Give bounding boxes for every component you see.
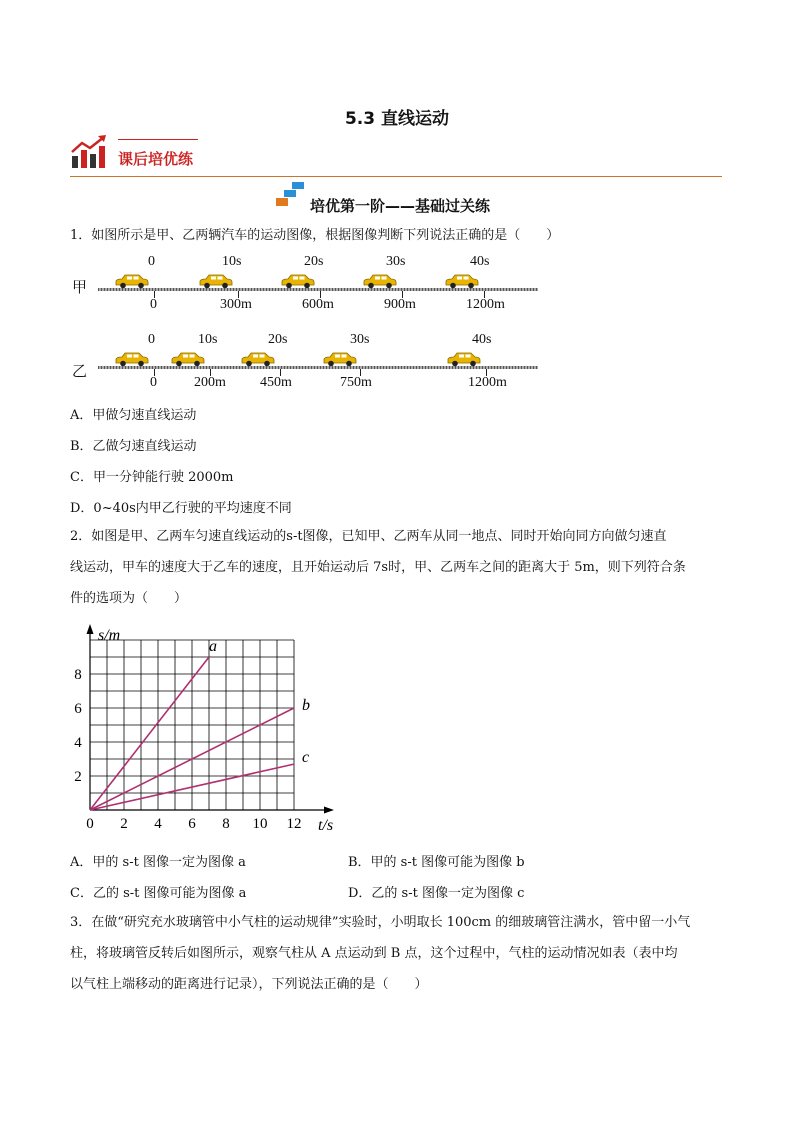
jia-time-label: 10s <box>222 254 242 269</box>
series-label-b: b <box>302 697 310 714</box>
jia-distance-label: 0 <box>150 297 157 312</box>
yi-time-label: 40s <box>472 332 492 347</box>
section-top-rule <box>118 139 198 140</box>
jia-distance-label: 300m <box>220 297 252 312</box>
jia-time-label: 0 <box>148 254 155 269</box>
x-axis-arrow <box>324 807 334 814</box>
y-tick-label: 4 <box>74 735 82 751</box>
row-jia-label: 甲 <box>72 280 88 296</box>
jia-car-0 <box>114 273 150 289</box>
yi-car-4 <box>446 351 482 367</box>
q1-option-d[interactable]: D．0~40s内甲乙行驶的平均速度不同 <box>70 501 292 516</box>
yi-time-label: 20s <box>268 332 288 347</box>
q3-stem-line1: 3．在做“研究充水玻璃管中小气柱的运动规律”实验时，小明取长 100cm 的细玻璃管注满水，管中留一小气 <box>70 915 691 930</box>
jia-distance-label: 600m <box>302 297 334 312</box>
q1-option-c[interactable]: C．甲一分钟能行驶 2000m <box>70 470 234 485</box>
jia-distance-label: 900m <box>384 297 416 312</box>
yi-car-1 <box>170 351 206 367</box>
jia-time-label: 20s <box>304 254 324 269</box>
yi-distance-label: 0 <box>150 375 157 390</box>
x-tick-label: 6 <box>188 816 196 832</box>
jia-distance-label: 1200m <box>466 297 505 312</box>
yi-distance-label: 450m <box>260 375 292 390</box>
row-yi-label: 乙 <box>72 364 88 380</box>
series-label-c: c <box>302 749 310 767</box>
yi-car-2 <box>240 351 276 367</box>
q3-stem-line3: 以气柱上端移动的距离进行记录），下列说法正确的是（ ） <box>70 977 428 992</box>
yi-time-label: 30s <box>350 332 370 347</box>
chart-growth-icon <box>70 134 110 170</box>
q1-option-b[interactable]: B．乙做匀速直线运动 <box>70 439 197 454</box>
q2-option-b[interactable]: B．甲的 s-t 图像可能为图像 b <box>348 855 525 870</box>
y-tick-label: 2 <box>74 769 82 785</box>
q2-stem-line1: 2．如图是甲、乙两车匀速直线运动的s-t图像，已知甲、乙两车从同一地点、同时开始向同方向做匀速直 <box>70 529 667 544</box>
x-tick-label: 12 <box>286 816 302 832</box>
q2-option-a[interactable]: A．甲的 s-t 图像一定为图像 a <box>70 855 246 870</box>
q2-option-d[interactable]: D．乙的 s-t 图像一定为图像 c <box>348 886 525 901</box>
q2-stem-line2: 线运动，甲车的速度大于乙车的速度，且开始运动后 7s时，甲、乙两车之间的距离大于 5m，则下列符合条 <box>70 560 686 575</box>
x-tick-label: 2 <box>120 816 128 832</box>
jia-car-2 <box>280 273 316 289</box>
q1-diagram <box>70 250 530 400</box>
x-axis-label: t/s <box>318 817 334 834</box>
page-title: 5.3 直线运动 <box>344 109 450 129</box>
sub-title: 培优第一阶——基础过关练 <box>310 197 491 215</box>
yi-distance-label: 200m <box>194 375 226 390</box>
section-divider <box>70 176 722 177</box>
section-label: 课后培优练 <box>118 150 194 168</box>
y-tick-label: 6 <box>74 701 82 717</box>
q2-option-c[interactable]: C．乙的 s-t 图像可能为图像 a <box>70 886 247 901</box>
yi-distance-label: 750m <box>340 375 372 390</box>
x-tick-label: 4 <box>154 816 162 832</box>
y-axis-arrow <box>87 624 94 634</box>
yi-car-0 <box>114 351 150 367</box>
jia-time-label: 30s <box>386 254 406 269</box>
jia-car-4 <box>444 273 480 289</box>
x-tick-label: 8 <box>222 816 230 832</box>
yi-time-label: 10s <box>198 332 218 347</box>
y-axis-label: s/m <box>98 627 121 644</box>
x-tick-label: 0 <box>86 816 94 832</box>
jia-car-3 <box>362 273 398 289</box>
jia-time-label: 40s <box>470 254 490 269</box>
y-tick-label: 8 <box>74 667 82 683</box>
yi-distance-label: 1200m <box>468 375 507 390</box>
stairs-icon <box>276 182 306 208</box>
jia-car-1 <box>198 273 234 289</box>
st-chart <box>70 620 360 840</box>
q2-stem-line3: 件的选项为（ ） <box>70 591 188 606</box>
yi-car-3 <box>322 351 358 367</box>
q3-stem-line2: 柱，将玻璃管反转后如图所示，观察气柱从 A 点运动到 B 点，这个过程中，气柱的运动情况如表（表中均 <box>70 946 678 961</box>
yi-time-label: 0 <box>148 332 155 347</box>
q1-option-a[interactable]: A．甲做匀速直线运动 <box>70 408 197 423</box>
x-tick-label: 10 <box>252 816 268 832</box>
series-label-a: a <box>209 638 217 655</box>
q1-stem: 1．如图所示是甲、乙两辆汽车的运动图像，根据图像判断下列说法正确的是（ ） <box>70 228 560 243</box>
